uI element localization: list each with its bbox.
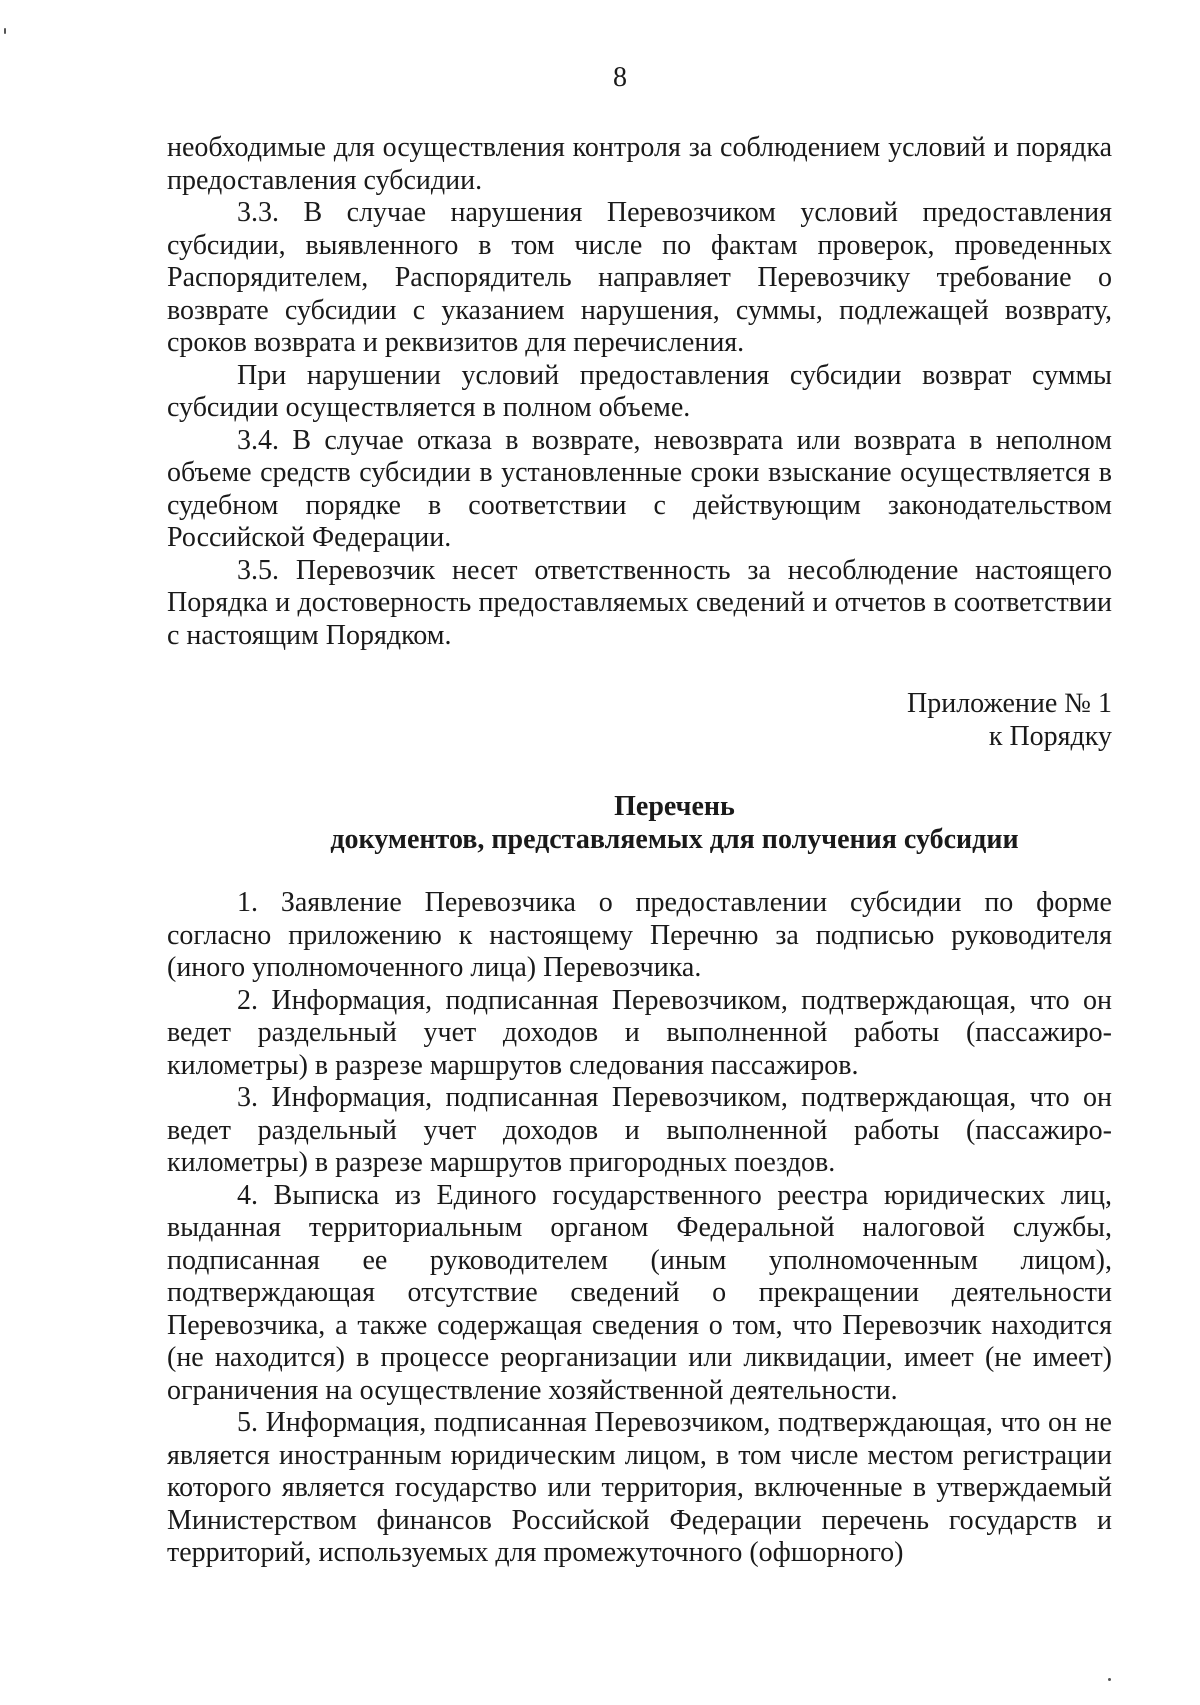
appendix-reference [907,688,1112,753]
list-item: 5. Информация, подписанная Перевозчиком, подтверждающая, что он не является иностранным юридическим лицом, в том числе местом регистрации которого является государство или территория, включенные в утверждаемый Министерством финансов Российской Федерации перечень государств и территорий, используемых для промежуточного (офшорного) [167,1407,1112,1568]
heading-title: Перечень [614,791,735,822]
paragraph-3-4: 3.4. В случае отказа в возврате, невозврата или возврата в неполном объеме средств субсидии в установленные сроки взыскание осуществляется в судебном порядке в соответствии с действующим законодательством Российской Федерации. [167,424,1112,553]
paragraph-3-5: 3.5. Перевозчик несет ответственность за несоблюдение настоящего Порядка и достоверность предоставляемых сведений и отчетов в соответствии с настоящим Порядком. [167,554,1112,651]
paragraph-3-3-return: При нарушении условий предоставления субсидии возврат суммы субсидии осуществляется в полном объеме. [167,359,1112,423]
list-item: 2. Информация, подписанная Перевозчиком, подтверждающая, что он ведет раздельный учет доходов и выполненной работы (пассажиро-километры) в разрезе маршрутов следования пассажиров. [167,984,1112,1081]
document-list-heading [167,790,1182,856]
list-item: 3. Информация, подписанная Перевозчиком, подтверждающая, что он ведет раздельный учет доходов и выполненной работы (пассажиро-километры) в разрезе маршрутов пригородных поездов. [167,1082,1112,1178]
appendix-title: Приложение № 1 [907,688,1112,719]
list-item: 4. Выписка из Единого государственного реестра юридических лиц, выданная территориальным органом Федеральной налоговой службы, подписанная ее руководителем (иным уполномоченным лицом), подтверждающая отсутствие сведений о прекращении деятельности Перевозчика, а также содержащая сведения о том, что Перевозчик находится (не находится) в процессе реорганизации или ликвидации, имеет (не имеет) ограничения на осуществление хозяйственной деятельности. [167,1179,1112,1406]
document-list [167,887,1112,1570]
list-item: 1. Заявление Перевозчика о предоставлении субсидии по форме согласно приложению к настоящему Перечню за подписью руководителя (иного уполномоченного лица) Перевозчика. [167,887,1112,983]
scan-speck [1108,1678,1111,1681]
heading-subtitle: документов, представляемых для получения субсидии [330,824,1019,855]
paragraph-continuation: необходимые для осуществления контроля за соблюдением условий и порядка предоставления субсидии. [167,132,1112,196]
appendix-subtitle: к Порядку [988,720,1112,752]
page-number: 8 [613,62,627,93]
paragraph-3-3: 3.3. В случае нарушения Перевозчиком условий предоставления субсидии, выявленного в том числе по фактам проверок, проведенных Распорядителем, Распорядитель направляет Перевозчику требование о возврате субсидии с указанием нарушения, суммы, подлежащей возврату, сроков возврата и реквизитов для перечисления. [167,197,1112,358]
scan-speck [4,28,6,34]
section-3-text [167,132,1112,652]
